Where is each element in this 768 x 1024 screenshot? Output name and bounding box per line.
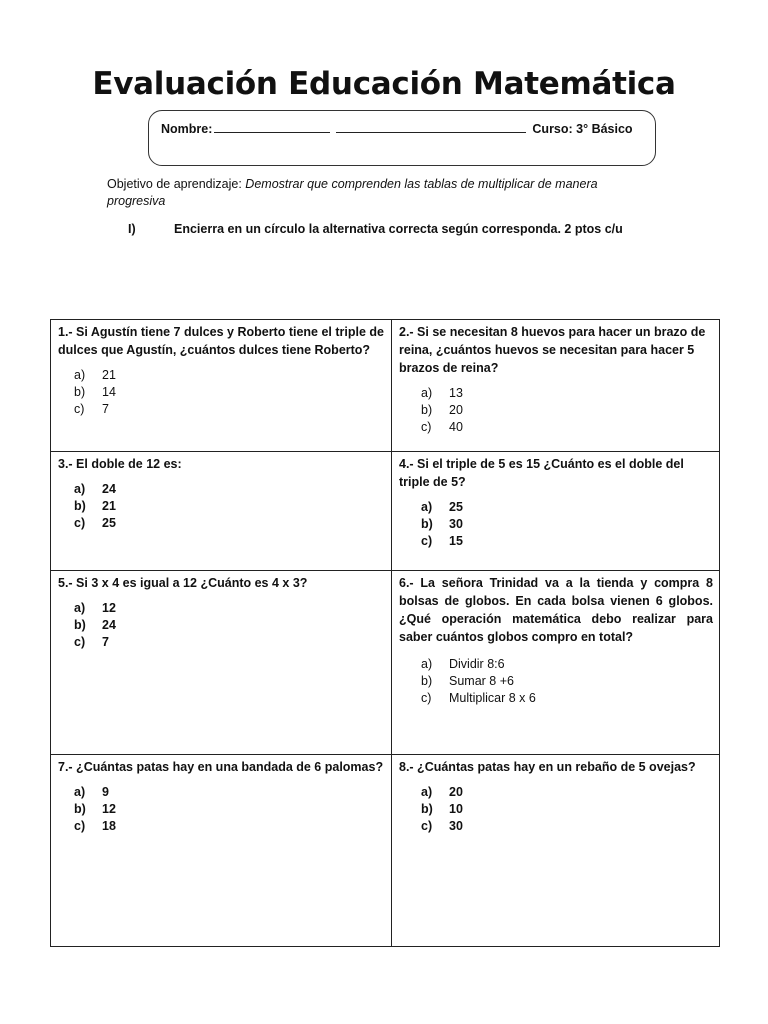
page-title: Evaluación Educación Matemática <box>92 66 676 102</box>
option-a[interactable]: a) 12 <box>74 601 116 615</box>
section-number: I) <box>128 222 136 236</box>
question-text: 3.- El doble de 12 es: <box>58 457 182 471</box>
question-1 <box>51 320 392 452</box>
option-c[interactable]: c) 25 <box>74 516 116 530</box>
question-2 <box>392 320 720 452</box>
surname-blank[interactable] <box>336 120 526 133</box>
question-7 <box>51 755 392 947</box>
question-text: 6.- La señora Trinidad va a la tienda y compra 8 bolsas de globos. En cada bolsa vienen 6 globos. ¿Qué operación matemática debo realizar para saber cuántos globos compro en total? <box>399 576 713 644</box>
option-c[interactable]: c) 7 <box>74 635 109 649</box>
option-c[interactable]: c) 18 <box>74 819 116 833</box>
question-6 <box>392 571 720 755</box>
question-8 <box>392 755 720 947</box>
name-blank[interactable] <box>214 120 330 133</box>
question-5 <box>51 571 392 755</box>
learning-objective <box>107 176 627 210</box>
option-a[interactable]: a) 24 <box>74 482 116 496</box>
option-b[interactable]: b) 10 <box>421 802 463 816</box>
objective-text: Demostrar que comprenden las tablas de multiplicar de manera progresiva <box>107 177 598 208</box>
instruction-text: Encierra en un círculo la alternativa correcta según corresponda. 2 ptos c/u <box>174 222 623 236</box>
table-row <box>51 452 720 571</box>
question-text: 7.- ¿Cuántas patas hay en una bandada de 6 palomas? <box>58 760 384 774</box>
option-a[interactable]: a) 21 <box>74 368 116 382</box>
option-c[interactable]: c) 40 <box>421 420 463 434</box>
table-row <box>51 571 720 755</box>
table-row <box>51 755 720 947</box>
question-text: 5.- Si 3 x 4 es igual a 12 ¿Cuánto es 4 x 3? <box>58 576 308 590</box>
option-b[interactable]: b) 14 <box>74 385 116 399</box>
objective-label: Objetivo de aprendizaje: <box>107 177 242 191</box>
table-row <box>51 320 720 452</box>
option-c[interactable]: c) 30 <box>421 819 463 833</box>
option-a[interactable]: a) 25 <box>421 500 463 514</box>
option-a[interactable]: a) 13 <box>421 386 463 400</box>
question-4 <box>392 452 720 571</box>
curso-label: Curso: 3° Básico <box>532 122 633 136</box>
option-b[interactable]: b) 21 <box>74 499 116 513</box>
option-c[interactable]: c) 7 <box>74 402 109 416</box>
option-a[interactable]: a) 9 <box>74 785 109 799</box>
instruction <box>128 222 623 236</box>
questions-table <box>50 319 720 947</box>
option-c[interactable]: c) 15 <box>421 534 463 548</box>
student-info-box <box>148 110 656 166</box>
name-line <box>161 120 633 136</box>
nombre-label: Nombre: <box>161 122 213 136</box>
question-3 <box>51 452 392 571</box>
option-b[interactable]: b) 24 <box>74 618 116 632</box>
option-a[interactable]: a) Dividir 8:6 <box>421 657 505 671</box>
option-b[interactable]: b) 12 <box>74 802 116 816</box>
option-b[interactable]: b) Sumar 8 +6 <box>421 674 514 688</box>
option-b[interactable]: b) 30 <box>421 517 463 531</box>
option-c[interactable]: c) Multiplicar 8 x 6 <box>421 691 536 705</box>
option-b[interactable]: b) 20 <box>421 403 463 417</box>
question-text: 1.- Si Agustín tiene 7 dulces y Roberto tiene el triple de dulces que Agustín, ¿cuántos dulces tiene Roberto? <box>58 325 384 357</box>
option-a[interactable]: a) 20 <box>421 785 463 799</box>
question-text: 8.- ¿Cuántas patas hay en un rebaño de 5 ovejas? <box>399 760 696 774</box>
question-text: 2.- Si se necesitan 8 huevos para hacer un brazo de reina, ¿cuántos huevos se necesitan para hacer 5 brazos de reina? <box>399 325 706 375</box>
question-text: 4.- Si el triple de 5 es 15 ¿Cuánto es el doble del triple de 5? <box>399 457 684 489</box>
